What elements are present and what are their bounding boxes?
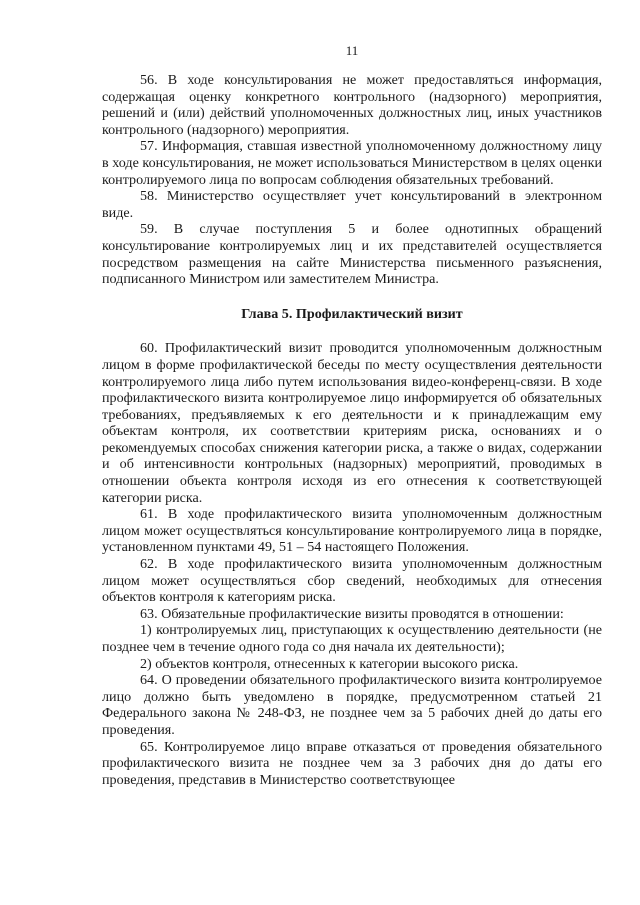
paragraph-63: 63. Обязательные профилактические визиты проводятся в отношении: [140, 605, 564, 622]
paragraph-58: 58. Министерство осуществляет учет консультирований в электронном виде. [102, 188, 602, 221]
page-number: 11 [345, 43, 359, 58]
paragraph-57: 57. Информация, ставшая известной уполномоченному должностному лицу в ходе консультирования, не может использоваться Министерством в целях оценки контролируемого лица по вопросам соблюдения обязательных требований. [102, 138, 602, 188]
paragraph-60: 60. Профилактический визит проводится уполномоченным должностным лицом в форме профилактической беседы по месту осуществления деятельности контролируемого лица либо путем использования видео-конференц-связи. В ходе профилактического визита контролируемое лицо информируется об обязательных требованиях, предъявляемых к его деятельности и к принадлежащим ему объектам контроля, их соответствии критериям риска, основаниях и о рекомендуемых способах снижения категории риска, а также о видах, содержании и об интенсивности контрольных (надзорных) мероприятий, проводимых в отношении объекта контроля исходя из его отнесения к соответствующей категории риска. [102, 340, 602, 506]
list-item-1: 1) контролируемых лиц, приступающих к осуществлению деятельности (не позднее чем в течение одного года со дня начала их деятельности); [102, 622, 602, 655]
paragraph-56: 56. В ходе консультирования не может предоставляться информация, содержащая оценку конкретного контрольного (надзорного) мероприятия, решений и (или) действий уполномоченных должностных лиц, иных участников контрольного (надзорного) мероприятия. [102, 72, 602, 138]
paragraph-65: 65. Контролируемое лицо вправе отказаться от проведения обязательного профилактического визита не позднее чем за 3 рабочих дня до даты его проведения, представив в Министерство соответствующее [102, 738, 602, 788]
list-item-2: 2) объектов контроля, отнесенных к категории высокого риска. [140, 655, 519, 672]
paragraph-62: 62. В ходе профилактического визита уполномоченным должностным лицом может осуществляться сбор сведений, необходимых для отнесения объектов контроля к категориям риска. [102, 556, 602, 606]
paragraph-59: 59. В случае поступления 5 и более однотипных обращений консультирование контролируемых лиц и их представителей осуществляется посредством размещения на сайте Министерства письменного разъяснения, подписанного Министром или заместителем Министра. [102, 221, 602, 288]
paragraph-64: 64. О проведении обязательного профилактического визита контролируемое лицо должно быть уведомлено в порядке, предусмотренном статьей 21 Федерального закона № 248-ФЗ, не позднее чем за 5 рабочих дней до даты его проведения. [102, 672, 602, 738]
chapter-title: Глава 5. Профилактический визит [241, 305, 463, 322]
paragraph-61: 61. В ходе профилактического визита уполномоченным должностным лицом может осуществляться консультирование контролируемого лица в порядке, установленном пунктами 49, 51 – 54 настоящего Положения. [102, 506, 602, 556]
